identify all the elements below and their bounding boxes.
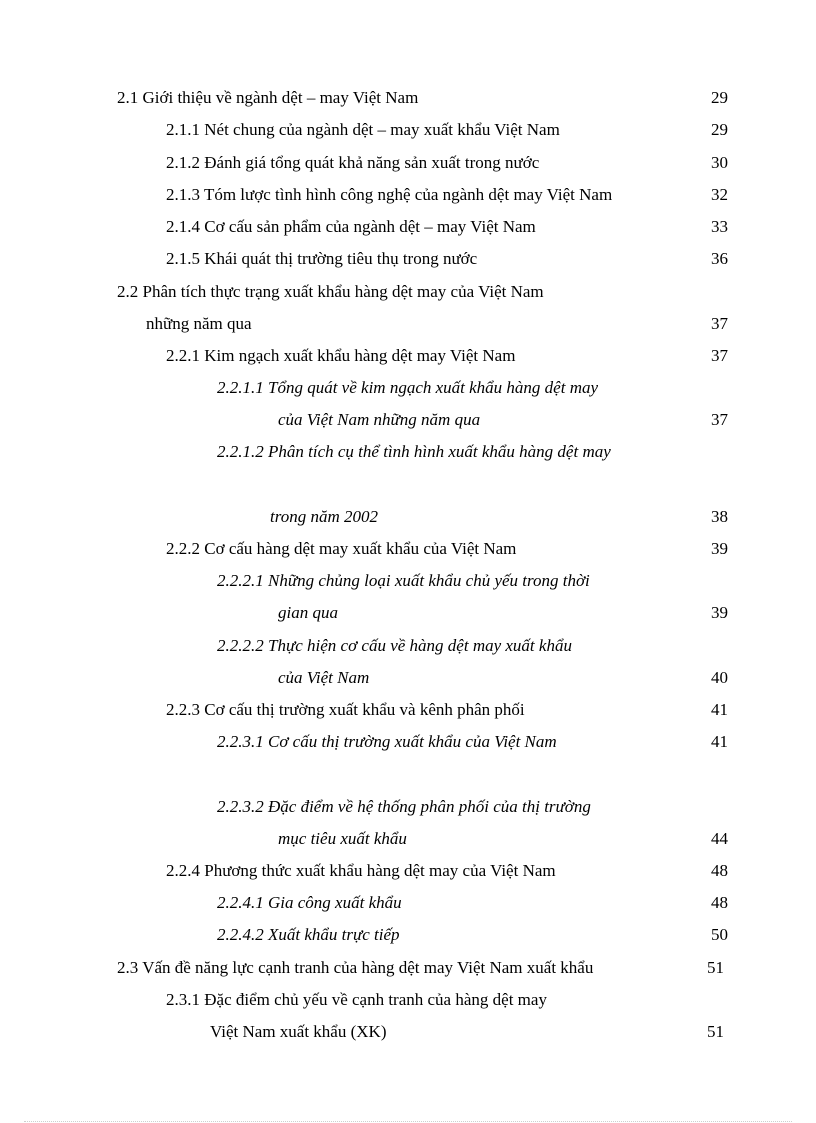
toc-entry-2-1-4: 2.1.4 Cơ cấu sản phẩm của ngành dệt – may Việt Nam	[166, 217, 536, 236]
toc-entry-2-1: 2.1 Giới thiệu về ngành dệt – may Việt Nam	[117, 88, 419, 107]
toc-entry-2-2: 2.2 Phân tích thực trạng xuất khẩu hàng dệt may của Việt Nam	[117, 282, 544, 301]
page-bottom-divider	[24, 1121, 792, 1122]
toc-entry-2-2-3-2: 2.2.3.2 Đặc điểm về hệ thống phân phối của thị trường	[217, 797, 591, 816]
toc-entry-2-2-2: 2.2.2 Cơ cấu hàng dệt may xuất khẩu của Việt Nam	[166, 539, 517, 558]
toc-entry-2-1-2: 2.1.2 Đánh giá tổng quát khả năng sản xuất trong nước	[166, 153, 540, 172]
toc-page-2-2-1: 37	[711, 346, 728, 365]
toc-page-2-2-2-1: 39	[711, 603, 728, 622]
toc-entry-2-1-5: 2.1.5 Khái quát thị trường tiêu thụ trong nước	[166, 249, 478, 268]
toc-page-2-1-3: 32	[711, 185, 728, 204]
toc-entry-2-2-cont: những năm qua	[146, 314, 252, 333]
toc-entry-2-2-1-2-cont: trong năm 2002	[270, 507, 378, 526]
toc-page-2-1-4: 33	[711, 217, 728, 236]
toc-page-2-2-1-1: 37	[711, 410, 728, 429]
toc-page-2-2-4: 48	[711, 861, 728, 880]
toc-page-2-1: 29	[711, 88, 728, 107]
toc-entry-2-2-1: 2.2.1 Kim ngạch xuất khẩu hàng dệt may Việt Nam	[166, 346, 516, 365]
toc-entry-2-2-3-1: 2.2.3.1 Cơ cấu thị trường xuất khẩu của Việt Nam	[217, 732, 557, 751]
toc-entry-2-2-2-2-cont: của Việt Nam	[278, 668, 370, 687]
toc-page-2-1-5: 36	[711, 249, 728, 268]
toc-entry-2-1-3: 2.1.3 Tóm lược tình hình công nghệ của ngành dệt may Việt Nam	[166, 185, 613, 204]
toc-page-2-3: 51	[707, 958, 724, 977]
toc-entry-2-2-1-1: 2.2.1.1 Tổng quát về kim ngạch xuất khẩu hàng dệt may	[217, 378, 599, 397]
toc-entry-2-3: 2.3 Vấn đề năng lực cạnh tranh của hàng dệt may Việt Nam xuất khẩu	[117, 958, 594, 977]
toc-page-2-2: 37	[711, 314, 728, 333]
toc-page-2-2-4-1: 48	[711, 893, 728, 912]
toc-page-2-2-2: 39	[711, 539, 728, 558]
toc-entry-2-2-4-1: 2.2.4.1 Gia công xuất khẩu	[217, 893, 402, 912]
toc-page-2-3-1: 51	[707, 1022, 724, 1041]
toc-entry-2-2-3-2-cont: mục tiêu xuất khẩu	[278, 829, 407, 848]
toc-entry-2-2-4: 2.2.4 Phương thức xuất khẩu hàng dệt may của Việt Nam	[166, 861, 556, 880]
toc-entry-2-2-2-2: 2.2.2.2 Thực hiện cơ cấu về hàng dệt may xuất khẩu	[217, 636, 572, 655]
toc-page-2-2-1-2: 38	[711, 507, 728, 526]
toc-entry-2-2-3: 2.2.3 Cơ cấu thị trường xuất khẩu và kênh phân phối	[166, 700, 525, 719]
toc-page-2-2-3-2: 44	[711, 829, 728, 848]
toc-page-2-2-3: 41	[711, 700, 728, 719]
toc-entry-2-1-1: 2.1.1 Nét chung của ngành dệt – may xuất khẩu Việt Nam	[166, 120, 560, 139]
toc-page-2-1-2: 30	[711, 153, 728, 172]
toc-entry-2-2-4-2: 2.2.4.2 Xuất khẩu trực tiếp	[217, 925, 400, 944]
toc-entry-2-2-2-1: 2.2.2.1 Những chủng loại xuất khẩu chủ yếu trong thời	[217, 571, 590, 590]
toc-entry-2-2-1-2: 2.2.1.2 Phân tích cụ thể tình hình xuất khẩu hàng dệt may	[217, 442, 611, 461]
toc-page-2-2-2-2: 40	[711, 668, 728, 687]
toc-page-2-2-3-1: 41	[711, 732, 728, 751]
toc-page-2-1-1: 29	[711, 120, 728, 139]
toc-entry-2-2-1-1-cont: của Việt Nam những năm qua	[278, 410, 481, 429]
toc-entry-2-2-2-1-cont: gian qua	[278, 603, 338, 622]
toc-entry-2-3-1-cont: Việt Nam xuất khẩu (XK)	[210, 1022, 387, 1041]
toc-page-2-2-4-2: 50	[711, 925, 728, 944]
toc-entry-2-3-1: 2.3.1 Đặc điểm chủ yếu về cạnh tranh của hàng dệt may	[166, 990, 547, 1009]
